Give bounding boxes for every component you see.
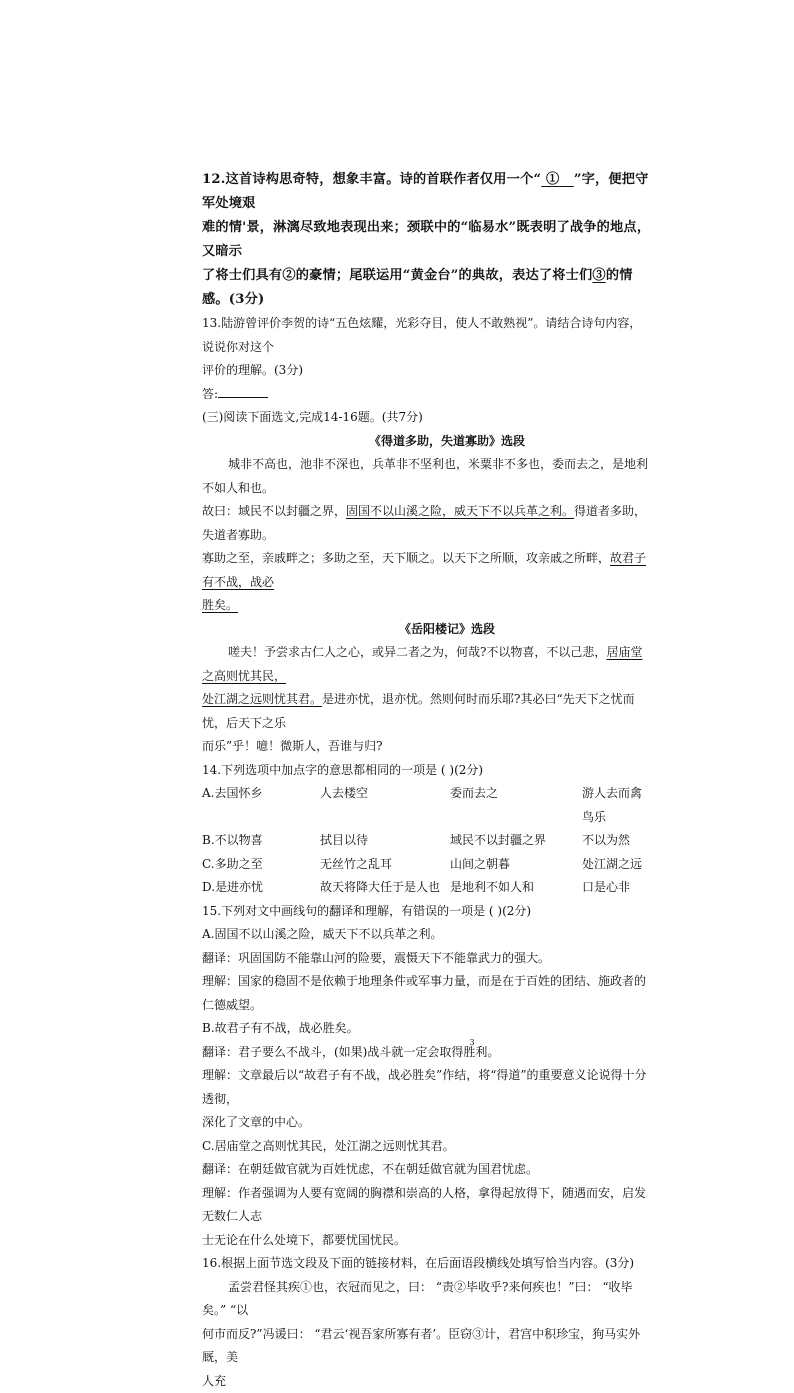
passage2-title: 《岳阳楼记》选段 <box>202 618 652 642</box>
q14-option-b <box>202 829 652 853</box>
passage1-line-1: 城非不高也，池非不深也，兵革非不坚利也，米粟非不多也，委而去之，是地利不如人和也。 <box>202 453 652 500</box>
q13-line-2: 评价的理解。(3分) <box>202 359 652 383</box>
q13-line-1: 13.陆游曾评价李贺的诗“五色炫耀，光彩夺目，使人不敢熟视”。请结合诗句内容，说说你对这个 <box>202 312 652 359</box>
passage2-line-1: 嗟夫！予尝求古仁人之心，或异二者之为，何哉?不以物喜，不以己悲，居庙堂之高则忧其民， <box>202 641 652 688</box>
q15-b-translation: 翻译：君子要么不战斗，(如果)战斗就一定会取得胜利。 <box>202 1041 652 1065</box>
section-heading: (三)阅读下面选文,完成14-16题。(共7分) <box>202 406 652 430</box>
q15-a-translation: 翻译：巩固国防不能靠山河的险要，震慑天下不能靠武力的强大。 <box>202 947 652 971</box>
underlined-sentence: 胜矣。 <box>202 598 238 612</box>
q15-c-translation: 翻译：在朝廷做官就为百姓忧虑，不在朝廷做官就为国君忧虑。 <box>202 1158 652 1182</box>
q14-option-d <box>202 876 652 900</box>
q14-option-a <box>202 782 652 829</box>
option-cell: 人去楼空 <box>320 782 450 829</box>
option-cell: 故天将降大任于是人也 <box>320 876 450 900</box>
q12-line-2: 难的情'景，淋漓尽致地表现出来；颈联中的“临易水”既表明了战争的地点，又暗示 <box>202 216 652 264</box>
passage1-line-4 <box>202 594 652 618</box>
q14-option-c <box>202 853 652 877</box>
q12-text: 的情感。(3分) <box>202 268 633 307</box>
option-cell: 是地利不如人和 <box>450 876 582 900</box>
q15-c-understanding-1: 理解：作者强调为人要有宽阔的胸襟和崇高的人格，拿得起放得下，随遇而安，启发无数仁人志 <box>202 1182 652 1229</box>
option-cell: 无丝竹之乱耳 <box>320 853 450 877</box>
underlined-sentence: 故君子有不战，战必 <box>202 551 646 589</box>
q15-c-quote: C.居庙堂之高则忧其民，处江湖之远则忧其君。 <box>202 1135 652 1159</box>
q12-blank-1: ① <box>541 172 574 187</box>
underlined-sentence: 处江湖之远则忧其君。 <box>202 692 322 706</box>
answer-blank <box>218 383 268 398</box>
q12-blank-3: ③ <box>592 268 605 283</box>
q13-answer <box>202 383 652 407</box>
q15-a-understanding: 理解：国家的稳固不是依赖于地理条件或军事力量，而是在于百姓的团结、施政者的仁德威望。 <box>202 970 652 1017</box>
q15-b-understanding-1: 理解：文章最后以“故君子有不战，战必胜矣”作结，将“得道”的重要意义论说得十分透彻， <box>202 1064 652 1111</box>
option-cell: 口是心非 <box>582 876 652 900</box>
q15-c-understanding-2: 士无论在什么处境下，都要忧国忧民。 <box>202 1229 652 1253</box>
q14-stem: 14.下列选项中加点字的意思都相同的一项是 ( )(2分) <box>202 759 652 783</box>
q16-stem: 16.根据上面节选文段及下面的链接材料，在后面语段横线处填写恰当内容。(3分) <box>202 1252 652 1276</box>
q15-stem: 15.下列对文中画线句的翻译和理解，有错误的一项是 ( )(2分) <box>202 900 652 924</box>
q16-line-1: 孟尝君怪其疾①也，衣冠而见之，曰： “责②毕收乎?来何疾也！”曰： “收毕矣。” “以 <box>202 1276 652 1323</box>
option-cell: D.是进亦忧 <box>202 876 320 900</box>
passage1-line-3: 寡助之至，亲戚畔之；多助之至，天下顺之。以天下之所顺，攻亲戚之所畔，故君子有不战，战必 <box>202 547 652 594</box>
q12-line-3 <box>202 264 652 312</box>
option-cell: 游人去而禽鸟乐 <box>582 782 652 829</box>
passage2-line-3: 而乐”乎！噫！微斯人，吾谁与归? <box>202 735 652 759</box>
q12-text: ”字，便把守军处境艰 <box>202 172 649 211</box>
underlined-sentence: 居庙堂之高则忧其民， <box>202 645 642 683</box>
q15-b-quote: B.故君子有不战，战必胜矣。 <box>202 1017 652 1041</box>
option-cell: 不以为然 <box>582 829 652 853</box>
q15-a-quote: A.固国不以山溪之险，威天下不以兵革之利。 <box>202 923 652 947</box>
option-cell: B.不以物喜 <box>202 829 320 853</box>
option-cell: 拭目以待 <box>320 829 450 853</box>
option-cell: A.去国怀乡 <box>202 782 320 829</box>
option-cell: 山间之朝暮 <box>450 853 582 877</box>
q16-line-2: 何市而反?”冯谖曰： “君云‘视吾家所寡有者’。臣窃③计，君宫中积珍宝，狗马实外厩，美 <box>202 1323 652 1370</box>
page-number: 3 <box>0 1038 794 1047</box>
q12-text: 12.这首诗构思奇特，想象丰富。诗的首联作者仅用一个“ <box>202 172 541 187</box>
q16-line-3: 人充 <box>202 1370 652 1393</box>
option-cell: 域民不以封疆之界 <box>450 829 582 853</box>
answer-label: 答: <box>202 387 218 401</box>
q12-text: 了将士们具有②的豪情；尾联运用“黄金台”的典故，表达了将士们 <box>202 268 592 283</box>
page-content <box>202 168 652 1393</box>
passage2-line-2: 处江湖之远则忧其君。是进亦忧，退亦忧。然则何时而乐耶?其必曰“先天下之忧而忧，后天下之乐 <box>202 688 652 735</box>
option-cell: C.多助之至 <box>202 853 320 877</box>
option-cell: 处江湖之远 <box>582 853 652 877</box>
option-cell: 委而去之 <box>450 782 582 829</box>
passage1-line-2: 故曰：域民不以封疆之界，固国不以山溪之险，威天下不以兵革之利。得道者多助，失道者寡助。 <box>202 500 652 547</box>
passage1-title: 《得道多助，失道寡助》选段 <box>202 430 652 454</box>
q12-line-1 <box>202 168 652 216</box>
underlined-sentence: 固国不以山溪之险，威天下不以兵革之利。 <box>346 504 574 518</box>
q15-b-understanding-2: 深化了文章的中心。 <box>202 1111 652 1135</box>
